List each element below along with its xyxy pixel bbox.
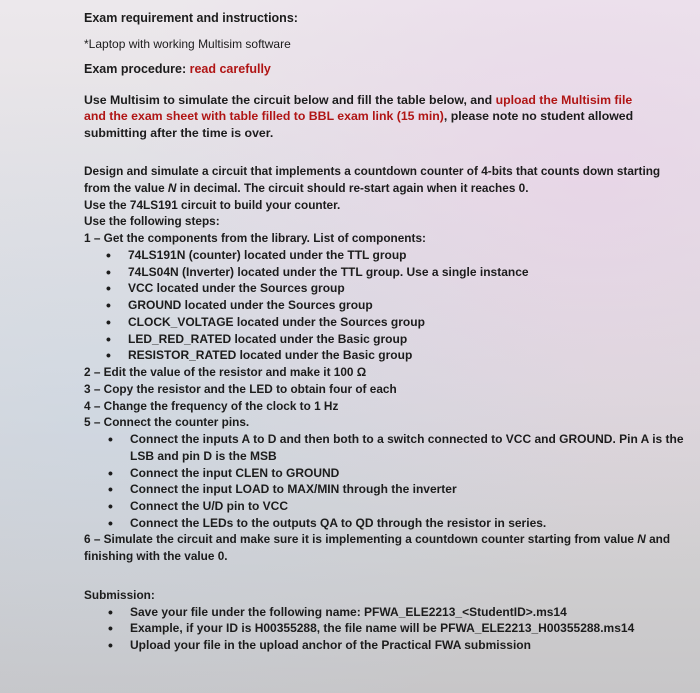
- design-paragraph: [84, 163, 661, 230]
- connection-list: [84, 431, 684, 531]
- step-2: 2 – Edit the value of the resistor and make it 100 Ω: [84, 364, 367, 379]
- step-6-variable: N: [637, 532, 646, 547]
- intro-line-1: [84, 92, 640, 109]
- procedure-label: Exam procedure:: [84, 62, 190, 76]
- step-6-text: 6 – Simulate the circuit and make sure it is implementing a countdown counter starting from value: [84, 532, 638, 547]
- list-item: • Connect the inputs A to D and then both to a switch connected to VCC and GROUND. Pin A is the: [130, 431, 640, 448]
- component-list: [84, 247, 640, 364]
- intro-line-2: [84, 108, 640, 125]
- step-3: 3 – Copy the resistor and the LED to obtain four of each: [84, 381, 397, 396]
- list-item: • 74LS04N (Inverter) located under the TTL group. Use a single instance: [128, 264, 640, 281]
- design-line-3: Use the 74LS191 circuit to build your counter.: [84, 197, 341, 212]
- submission-title: Submission:: [84, 587, 155, 602]
- design-line-2-rest: in decimal. The circuit should re-start again when it reaches 0.: [176, 180, 529, 195]
- list-item: • Connect the U/D pin to VCC: [130, 498, 640, 515]
- list-item: • Connect the LEDs to the outputs QA to QD through the resistor in series.: [130, 515, 640, 532]
- list-item: • RESISTOR_RATED located under the Basic group: [128, 347, 640, 364]
- list-item: • Example, if your ID is H00355288, the file name will be PFWA_ELE2213_H00355288.ms14: [130, 620, 640, 637]
- design-line-2-variable: N: [167, 180, 177, 195]
- list-item: • CLOCK_VOLTAGE located under the Sources group: [128, 314, 640, 331]
- intro-line-3: submitting after the time is over.: [84, 125, 274, 140]
- list-item: • GROUND located under the Sources group: [128, 297, 640, 314]
- list-item: • Upload your file in the upload anchor of the Practical FWA submission: [130, 637, 640, 654]
- intro-line-2-emphasis: and the exam sheet with table filled to BBL exam link (15 min): [84, 109, 444, 123]
- step-6: [84, 531, 671, 548]
- list-item: • Connect the input CLEN to GROUND: [130, 465, 640, 482]
- design-line-2-text: from the value: [84, 180, 168, 195]
- intro-paragraph: [84, 92, 640, 142]
- submission-list: [84, 604, 640, 654]
- step-4: 4 – Change the frequency of the clock to 1 Hz: [84, 398, 339, 413]
- design-line-2: [84, 180, 640, 197]
- step-6-rest: and: [645, 532, 671, 547]
- list-item-continuation: LSB and pin D is the MSB: [130, 448, 277, 463]
- step-5: 5 – Connect the counter pins.: [84, 415, 250, 430]
- intro-line-2-text: , please note no student allowed: [443, 109, 634, 123]
- requirement-text: *Laptop with working Multisim software: [84, 36, 291, 51]
- list-item: • LED_RED_RATED located under the Basic group: [128, 331, 640, 348]
- list-item: • 74LS191N (counter) located under the TTL group: [128, 247, 640, 264]
- list-item: • VCC located under the Sources group: [128, 280, 640, 297]
- design-line-4: Use the following steps:: [84, 214, 220, 229]
- intro-line-1-text: Use Multisim to simulate the circuit below and fill the table below, and: [84, 92, 496, 107]
- procedure-emphasis: read carefully: [189, 62, 271, 76]
- list-item: • Connect the input LOAD to MAX/MIN through the inverter: [130, 481, 640, 498]
- step-1: 1 – Get the components from the library. List of components:: [84, 231, 426, 246]
- intro-line-1-emphasis: upload the Multisim file: [495, 92, 633, 107]
- page-title: Exam requirement and instructions:: [84, 11, 298, 25]
- procedure-heading: [84, 61, 640, 78]
- step-6-line-2: finishing with the value 0.: [84, 549, 228, 564]
- list-item: • Save your file under the following name: PFWA_ELE2213_<StudentID>.ms14: [130, 604, 640, 621]
- design-line-1: Design and simulate a circuit that implements a countdown counter of 4-bits that counts down starting: [84, 164, 661, 178]
